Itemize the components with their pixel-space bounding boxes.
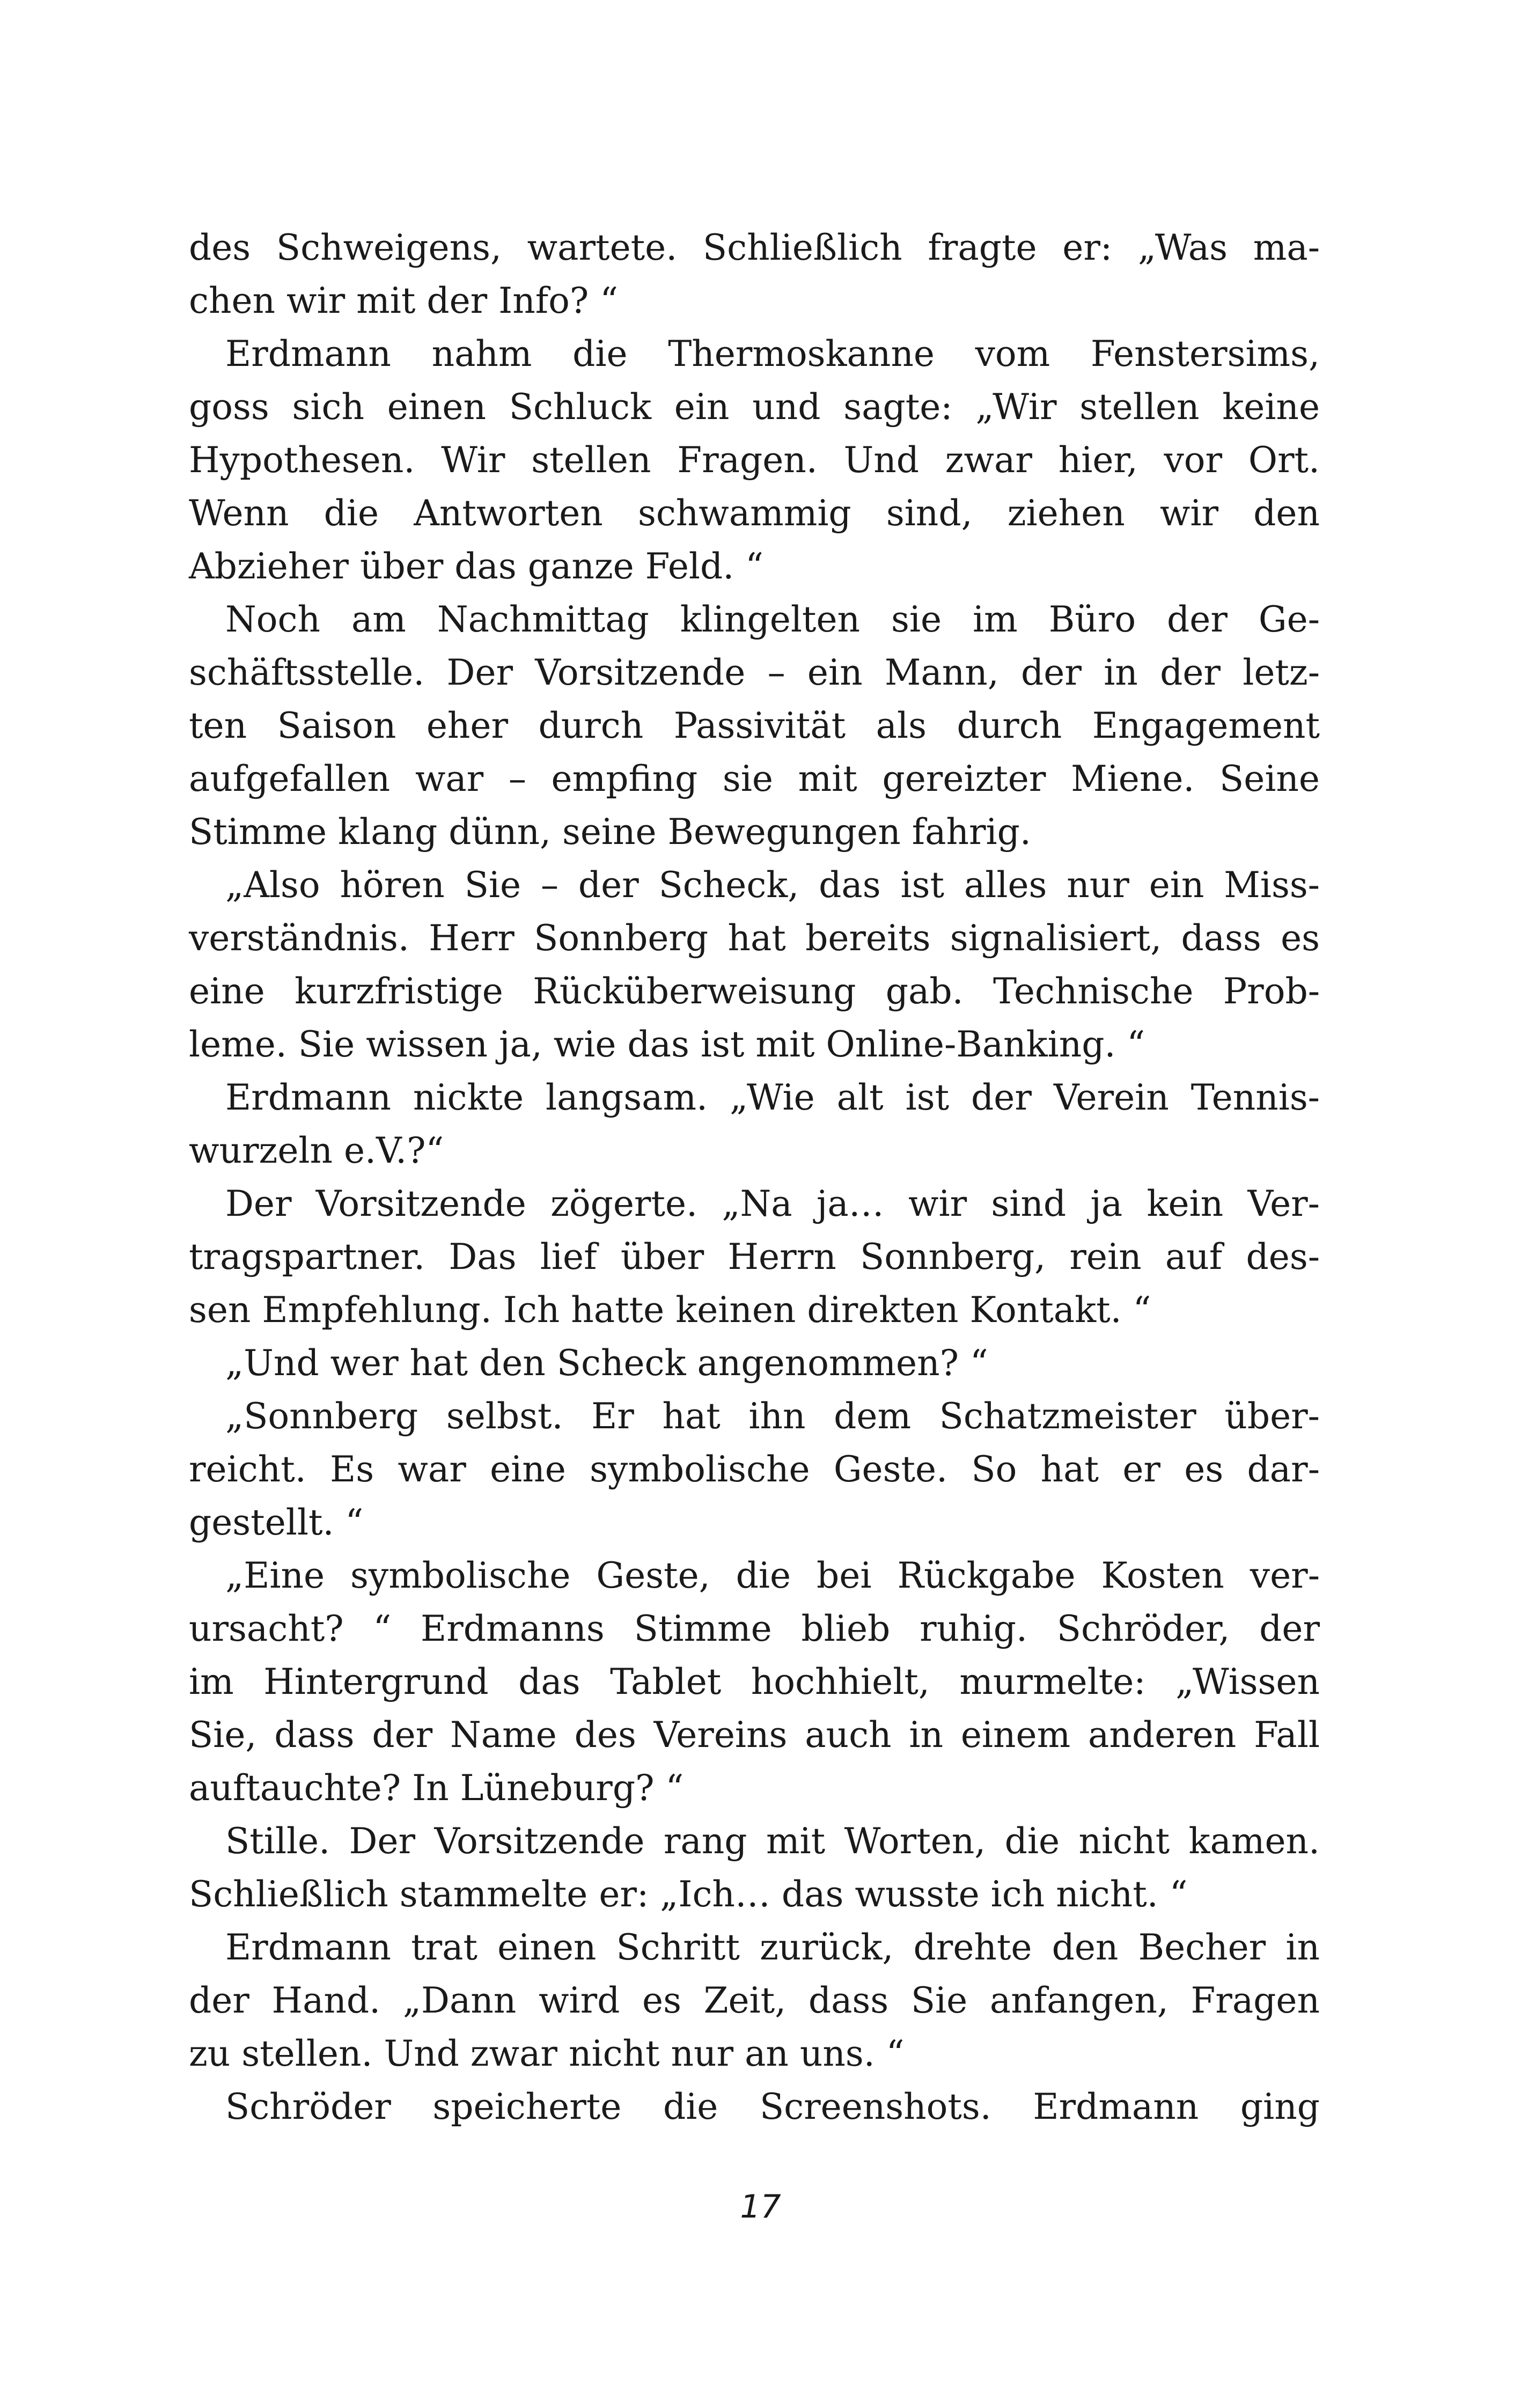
text-line: zu stellen. Und zwar nicht nur an uns. “ [189, 2033, 905, 2074]
text-line: „Sonnberg selbst. Er hat ihn dem Schatzmeister über- [225, 1396, 1320, 1437]
text-line: Schließlich stammelte er: „Ich… das wusste ich nicht. “ [189, 1874, 1188, 1915]
text-line: tragspartner. Das lief über Herrn Sonnberg, rein auf des- [189, 1236, 1320, 1278]
text-line: der Hand. „Dann wird es Zeit, dass Sie anfangen, Fragen [189, 1980, 1320, 2021]
text-line: im Hintergrund das Tablet hochhielt, murmelte: „Wissen [189, 1661, 1320, 1702]
text-line: auftauchte? In Lüneburg? “ [189, 1767, 684, 1809]
body-text [189, 221, 1320, 2133]
text-line: Erdmann trat einen Schritt zurück, drehte den Becher in [225, 1927, 1320, 1968]
page-number: 17 [740, 2188, 781, 2226]
text-line: Der Vorsitzende zögerte. „Na ja… wir sind ja kein Ver- [225, 1183, 1320, 1224]
text-line: „Eine symbolische Geste, die bei Rückgabe Kosten ver- [225, 1555, 1320, 1596]
text-line: goss sich einen Schluck ein und sagte: „Wir stellen keine [189, 386, 1320, 428]
text-line: wurzeln e.V.?“ [189, 1130, 444, 1171]
text-line: Wenn die Antworten schwammig sind, ziehen wir den [189, 493, 1320, 534]
text-line: schäftsstelle. Der Vorsitzende – ein Mann, der in der letz- [189, 652, 1320, 693]
text-line: ten Saison eher durch Passivität als durch Engagement [189, 705, 1320, 746]
text-line: Abzieher über das ganze Feld. “ [189, 546, 763, 587]
text-line: gestellt. “ [189, 1502, 364, 1543]
text-line: Schröder speicherte die Screenshots. Erdmann ging [225, 2086, 1320, 2127]
text-line: „Und wer hat den Scheck angenommen? “ [225, 1342, 988, 1384]
text-line: aufgefallen war – empfing sie mit gereizter Miene. Seine [189, 758, 1320, 799]
text-line: Stimme klang dünn, seine Bewegungen fahrig. [189, 811, 1031, 853]
text-line: Noch am Nachmittag klingelten sie im Büro der Ge- [225, 599, 1320, 640]
text-line: reicht. Es war eine symbolische Geste. So hat er es dar- [189, 1449, 1320, 1490]
text-line: Erdmann nickte langsam. „Wie alt ist der Verein Tennis- [225, 1077, 1320, 1118]
text-line: Erdmann nahm die Thermoskanne vom Fenstersims, [225, 333, 1320, 375]
text-line: Sie, dass der Name des Vereins auch in einem anderen Fall [189, 1714, 1320, 1756]
text-line: des Schweigens, wartete. Schließlich fragte er: „Was ma- [189, 227, 1320, 268]
text-line: Stille. Der Vorsitzende rang mit Worten, die nicht kamen. [225, 1820, 1320, 1862]
text-line: Hypothesen. Wir stellen Fragen. Und zwar hier, vor Ort. [189, 439, 1320, 481]
text-line: „Also hören Sie – der Scheck, das ist alles nur ein Miss- [225, 864, 1320, 906]
text-line: ursacht? “ Erdmanns Stimme blieb ruhig. Schröder, der [189, 1608, 1320, 1649]
text-line: leme. Sie wissen ja, wie das ist mit Online-Banking. “ [189, 1024, 1145, 1065]
text-line: chen wir mit der Info? “ [189, 280, 619, 321]
text-line: eine kurzfristige Rücküberweisung gab. Technische Prob- [189, 971, 1320, 1012]
text-line: sen Empfehlung. Ich hatte keinen direkten Kontakt. “ [189, 1289, 1151, 1331]
text-line: verständnis. Herr Sonnberg hat bereits signalisiert, dass es [189, 917, 1320, 959]
